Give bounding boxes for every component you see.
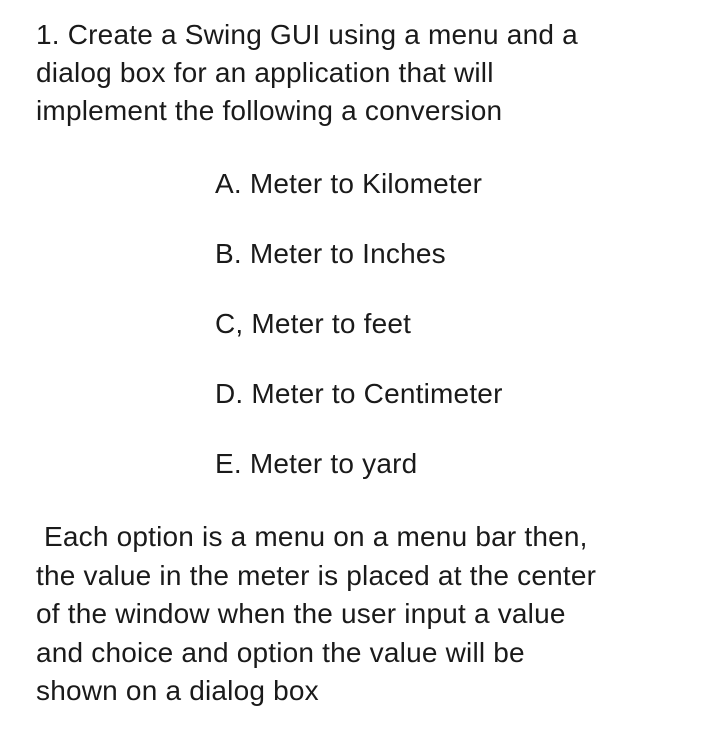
description-line: Each option is a menu on a menu bar then, bbox=[36, 521, 588, 552]
description-line: the value in the meter is placed at the center bbox=[36, 559, 597, 591]
option-meter-to-kilometer: A. Meter to Kilometer bbox=[215, 168, 483, 199]
option-meter-to-centimeter: D. Meter to Centimeter bbox=[215, 378, 503, 409]
question-description-paragraph bbox=[36, 518, 696, 711]
intro-line: dialog box for an application that will bbox=[36, 57, 494, 88]
description-line: of the window when the user input a value bbox=[36, 598, 566, 629]
intro-line: 1. Create a Swing GUI using a menu and a bbox=[36, 19, 578, 50]
conversion-options-list bbox=[215, 170, 503, 520]
intro-line: implement the following a conversion bbox=[36, 95, 503, 126]
option-meter-to-feet: C, Meter to feet bbox=[215, 308, 412, 339]
description-line: and choice and option the value will be bbox=[36, 636, 525, 668]
question-intro-paragraph bbox=[36, 16, 696, 130]
option-meter-to-inches: B. Meter to Inches bbox=[215, 238, 446, 269]
description-line: shown on a dialog box bbox=[36, 675, 319, 706]
option-meter-to-yard: E. Meter to yard bbox=[215, 448, 418, 479]
